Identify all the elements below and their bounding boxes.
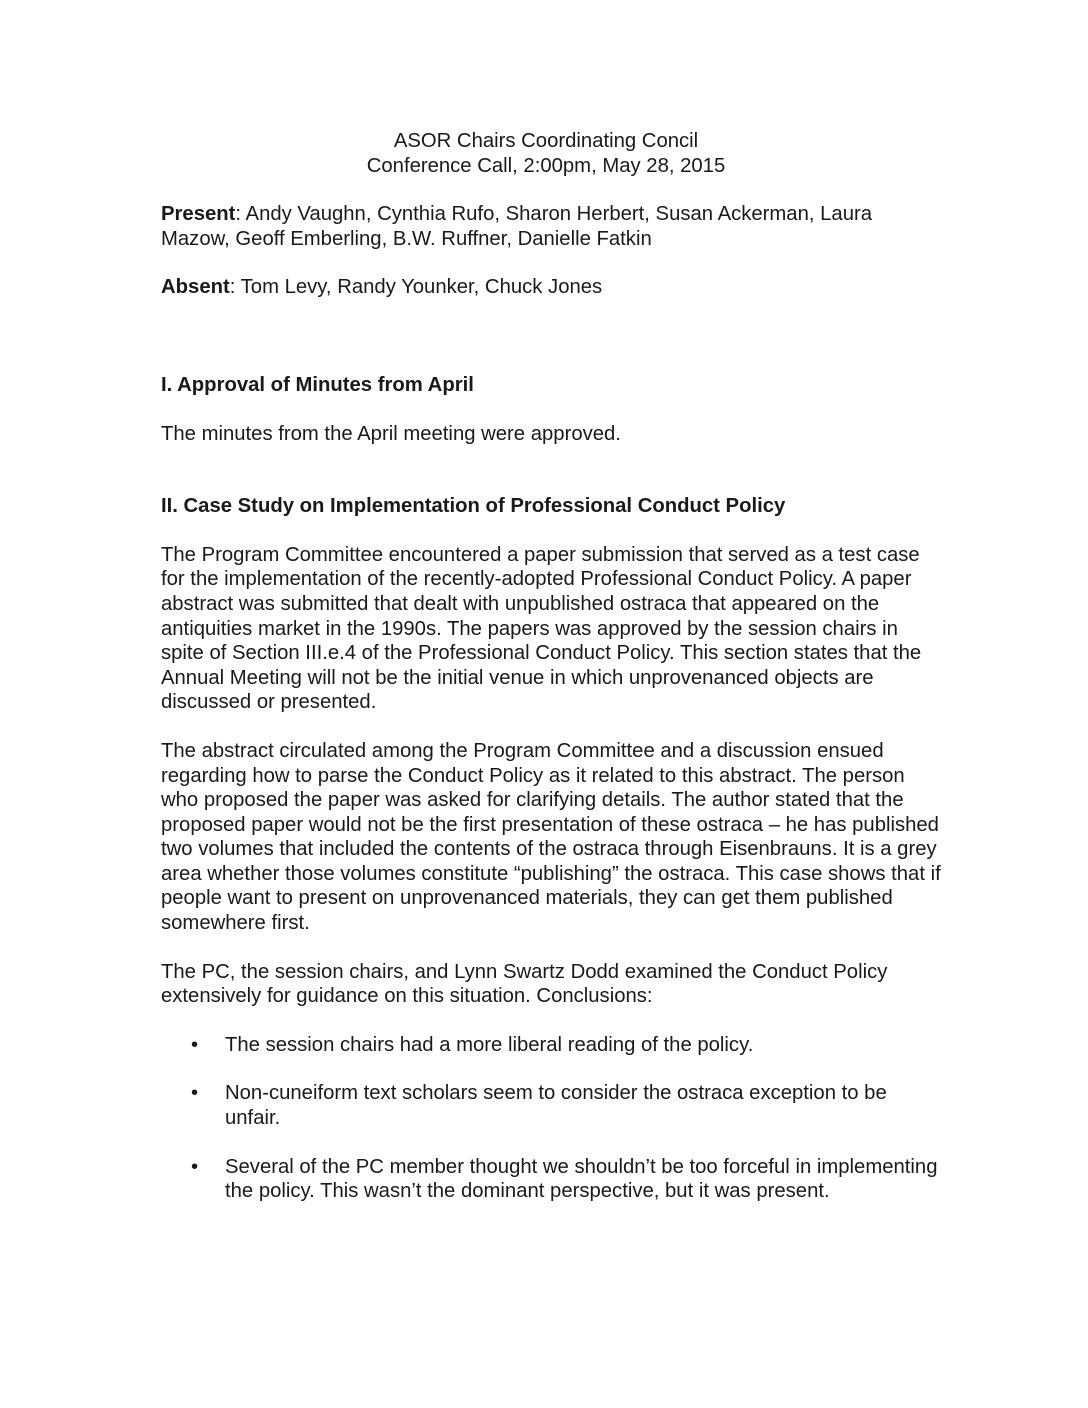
section-heading: II. Case Study on Implementation of Professional Conduct Policy [161,495,786,518]
bullet-icon: • [191,1155,199,1178]
section-paragraph: The minutes from the April meeting were approved. [161,422,621,445]
list-item-text: Several of the PC member thought we shouldn’t be too forceful in implementing the policy. This wasn’t the dominant perspective, but it was present. [225,1155,938,1203]
present-line [161,202,941,251]
document-header [161,129,931,178]
section-case-study [161,494,941,1204]
list-item-text: Non-cuneiform text scholars seem to consider the ostraca exception to be unfair. [225,1082,887,1130]
list-item [161,1081,941,1130]
bullet-icon: • [191,1033,199,1056]
section-paragraph: The PC, the session chairs, and Lynn Swartz Dodd examined the Conduct Policy extensively for guidance on this situation. Conclusions: [161,960,888,1008]
document-title: ASOR Chairs Coordinating Concil [393,130,699,152]
present-names: : Andy Vaughn, Cynthia Rufo, Sharon Herbert, Susan Ackerman, Laura Mazow, Geoff Emberling, B.W. Ruffner, Danielle Fatkin [161,203,873,250]
absent-line [161,275,941,300]
absent-names: : Tom Levy, Randy Younker, Chuck Jones [229,276,603,299]
section-approval [161,373,941,446]
conclusions-list [161,1033,941,1204]
document-body [161,129,941,1228]
present-label: Present [161,203,236,226]
list-item [161,1033,941,1058]
section-paragraph: The Program Committee encountered a paper submission that served as a test case for the implementation of the recently-adopted Professional Conduct Policy. A paper abstract was submitted that dealt with unpublished ostraca that appeared on the antiquities market in the 1990s. The papers was approved by the session chairs in spite of Section III.e.4 of the Professional Conduct Policy. This section states that the Annual Meeting will not be the initial venue in which unprovenanced objects are discussed or presented. [161,543,922,714]
bullet-icon: • [191,1082,199,1105]
document-subtitle: Conference Call, 2:00pm, May 28, 2015 [366,154,726,177]
list-item [161,1155,941,1204]
list-item-text: The session chairs had a more liberal reading of the policy. [225,1033,754,1056]
absent-label: Absent [161,276,230,299]
section-paragraph: The abstract circulated among the Program Committee and a discussion ensued regarding how to parse the Conduct Policy as it related to this abstract. The person who proposed the paper was asked for clarifying details. The author stated that the proposed paper would not be the first presentation of these ostraca – he has published two volumes that included the contents of the ostraca through Eisenbrauns. It is a grey area whether those volumes constitute “publishing” the ostraca. This case shows that if people want to present on unprovenanced materials, they can get them published somewhere first. [161,739,941,935]
section-heading: I. Approval of Minutes from April [161,373,474,396]
